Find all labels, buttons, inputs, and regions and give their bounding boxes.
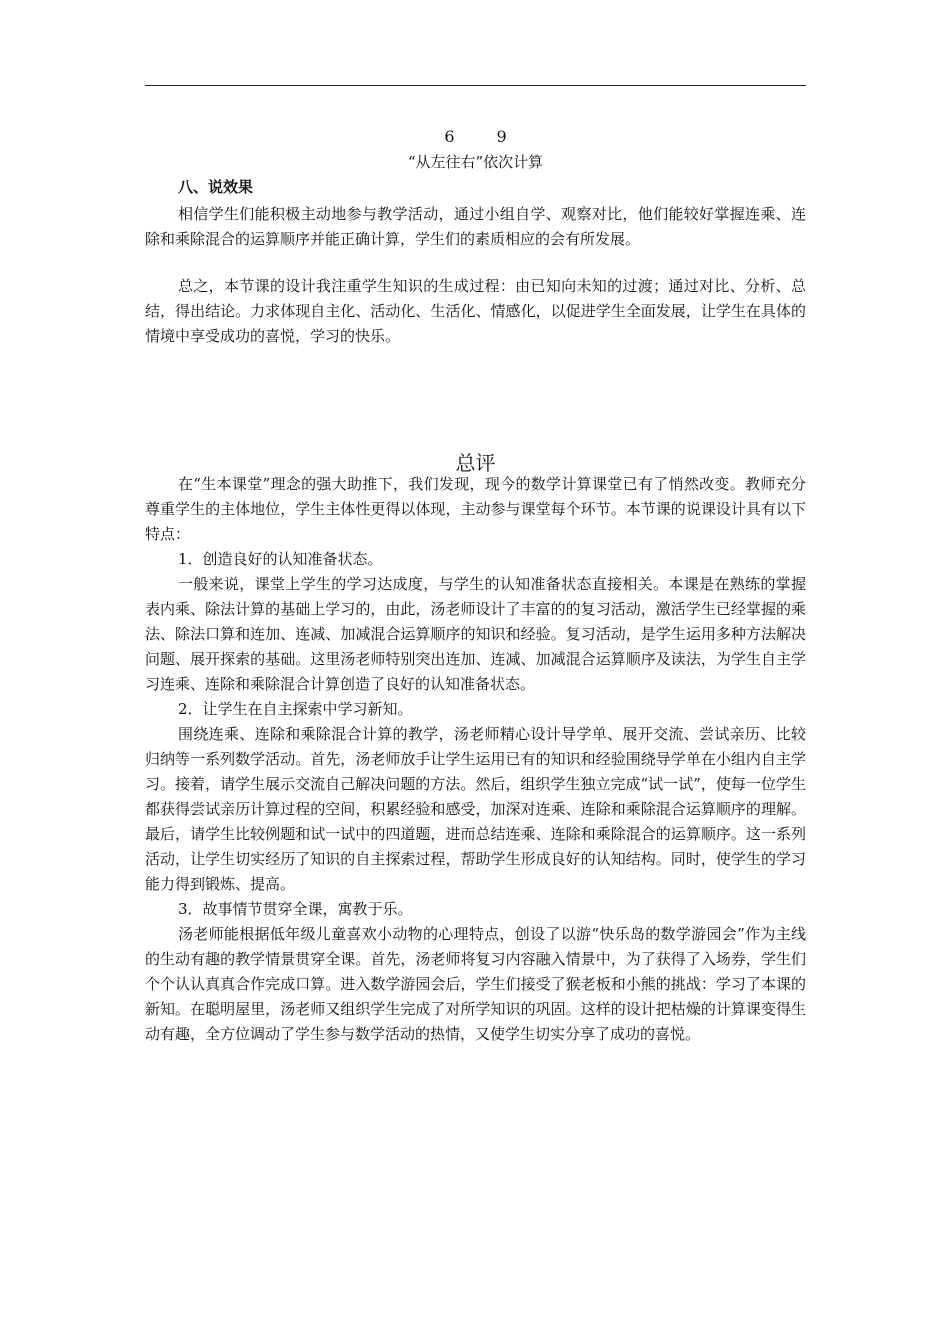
- point1-body: 一般来说，课堂上学生的学习达成度，与学生的认知准备状态直接相关。本课是在熟练的掌握表内乘、除法计算的基础上学习的，由此，汤老师设计了丰富的的复习活动，激活学生已经掌握的乘法、除法口算和连加、连减、加减混合运算顺序的知识和经验。复习活动，是学生运用多种方法解决问题、展开探索的基础。这里汤老师特别突出连加、连减、加减混合运算顺序及读法，为学生自主学习连乘、连除和乘除混合计算创造了良好的认知准备状态。: [145, 575, 806, 693]
- section-heading-effect: 八、说效果: [178, 178, 254, 196]
- review-title: 总评: [455, 451, 496, 475]
- top-numbers: [145, 127, 806, 146]
- review-section: [145, 472, 806, 1047]
- number-six: 6: [444, 127, 455, 146]
- effect-paragraph: 相信学生们能积极主动地参与教学活动，通过小组自学、观察对比，他们能较好掌握连乘、连除和乘除混合的运算顺序并能正确计算，学生们的素质相应的会有所发展。: [145, 205, 806, 248]
- summary-paragraph: 总之，本节课的设计我注重学生知识的生成过程：由已知向未知的过渡；通过对比、分析、总结，得出结论。力求体现自主化、活动化、生活化、情感化，以促进学生全面发展，让学生在具体的情境中享受成功的喜悦，学习的快乐。: [145, 277, 806, 345]
- point2-title: 2．让学生在自主探索中学习新知。: [178, 700, 413, 718]
- point3-title: 3．故事情节贯穿全课，寓教于乐。: [178, 900, 413, 918]
- calc-order-line: “从左往右”依次计算: [407, 153, 544, 171]
- point3-body: 汤老师能根据低年级儿童喜欢小动物的心理特点，创设了以游“快乐岛的数学游园会”作为主线的生动有趣的教学情景贯穿全课。首先，汤老师将复习内容融入情景中，为了获得了入场券，学生们个个认认真真合作完成口算。进入数学游园会后，学生们接受了猴老板和小熊的挑战：学习了本课的新知。在聪明屋里，汤老师又组织学生完成了对所学知识的巩固。这样的设计把枯燥的计算课变得生动有趣，全方位调动了学生参与数学活动的热情，又使学生切实分享了成功的喜悦。: [145, 925, 806, 1043]
- number-nine: 9: [496, 127, 507, 146]
- point2-body: 围绕连乘、连除和乘除混合计算的教学，汤老师精心设计导学单、展开交流、尝试亲历、比较归纳等一系列数学活动。首先，汤老师放手让学生运用已有的知识和经验围绕导学单在小组内自主学习。接着，请学生展示交流自己解决问题的方法。然后，组织学生独立完成“试一试”，使每一位学生都获得尝试亲历计算过程的空间，积累经验和感受，加深对连乘、连除和乘除混合运算顺序的理解。最后，请学生比较例题和试一试中的四道题，进而总结连乘、连除和乘除混合的运算顺序。这一系列活动，让学生切实经历了知识的自主探索过程，帮助学生形成良好的认知结构。同时，使学生的学习能力得到锻炼、提高。: [145, 725, 806, 893]
- point1-title: 1．创造良好的认知准备状态。: [178, 550, 383, 568]
- review-intro: 在“生本课堂”理念的强大助推下，我们发现，现今的数学计算课堂已有了悄然改变。教师充分尊重学生的主体地位，学生主体性更得以体现，主动参与课堂每个环节。本节课的说课设计具有以下特点：: [145, 475, 806, 543]
- header-rule: [145, 85, 806, 86]
